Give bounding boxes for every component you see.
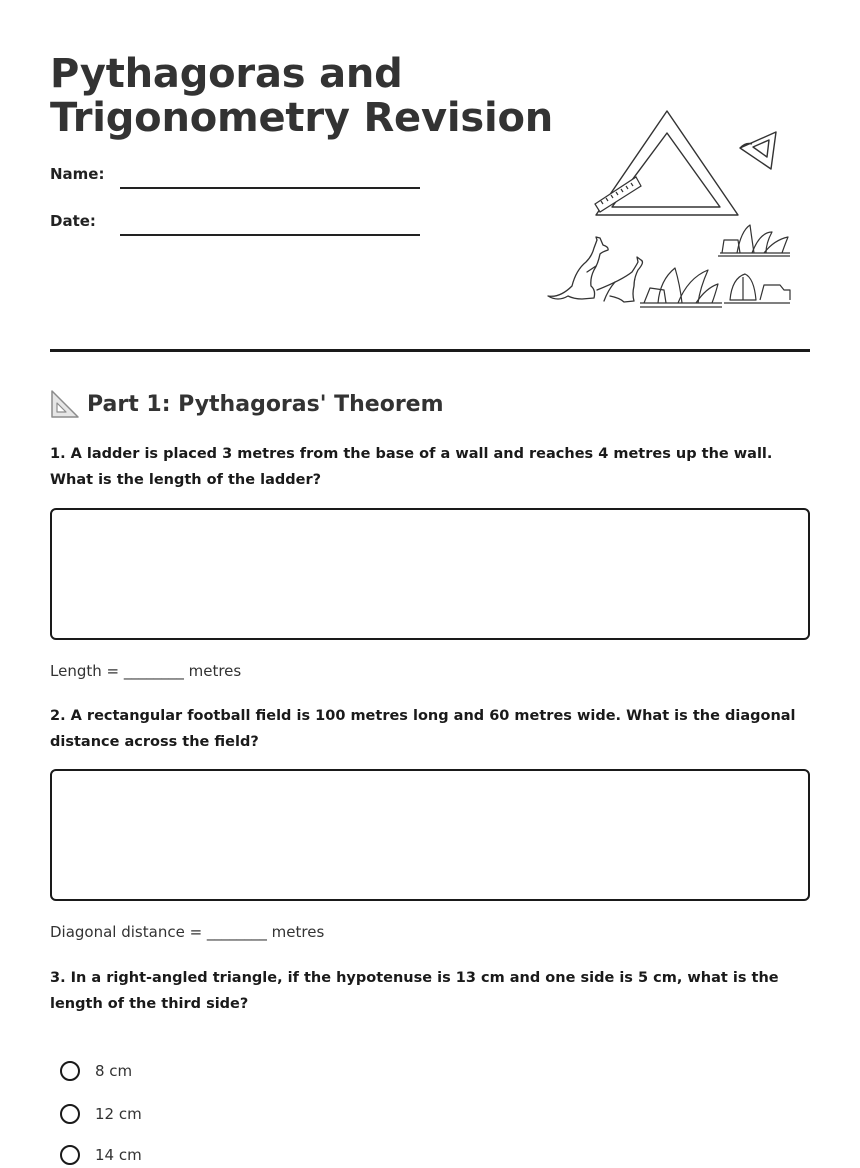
answer-line-1: Length = ________ metres <box>50 662 242 680</box>
option-label: 8 cm <box>95 1062 133 1080</box>
date-field[interactable] <box>120 234 420 236</box>
protractor-icon <box>740 132 776 169</box>
radio-button[interactable] <box>60 1061 80 1081</box>
section-heading <box>50 388 444 420</box>
section-title: Part 1: Pythagoras' Theorem <box>87 391 444 417</box>
name-field[interactable] <box>120 187 420 189</box>
opera-house-icon <box>640 268 790 307</box>
radio-button[interactable] <box>60 1145 80 1165</box>
name-label: Name: <box>50 165 105 183</box>
header-divider <box>50 349 810 352</box>
opera-house-icon <box>718 225 790 256</box>
option-14cm[interactable] <box>60 1142 142 1168</box>
radio-button[interactable] <box>60 1104 80 1124</box>
title-line-2: Trigonometry Revision <box>50 95 554 141</box>
option-label: 12 cm <box>95 1105 142 1123</box>
title-line-1: Pythagoras and <box>50 51 403 97</box>
option-label: 14 cm <box>95 1146 142 1164</box>
option-12cm[interactable] <box>60 1101 142 1127</box>
header-illustration <box>540 100 800 315</box>
answer-box-1[interactable] <box>50 508 810 640</box>
question-1: 1. A ladder is placed 3 metres from the base of a wall and reaches 4 metres up the wall. What is the length of the ladder? <box>50 446 773 488</box>
set-square-icon <box>50 389 79 419</box>
question-3: 3. In a right-angled triangle, if the hypotenuse is 13 cm and one side is 5 cm, what is the length of the third side? <box>50 970 779 1012</box>
question-2: 2. A rectangular football field is 100 metres long and 60 metres wide. What is the diagonal distance across the field? <box>50 708 796 750</box>
option-8cm[interactable] <box>60 1058 132 1084</box>
answer-line-2: Diagonal distance = ________ metres <box>50 923 325 941</box>
kangaroo-icon <box>548 237 642 302</box>
page-title <box>50 52 553 140</box>
date-label: Date: <box>50 212 96 230</box>
answer-box-2[interactable] <box>50 769 810 901</box>
